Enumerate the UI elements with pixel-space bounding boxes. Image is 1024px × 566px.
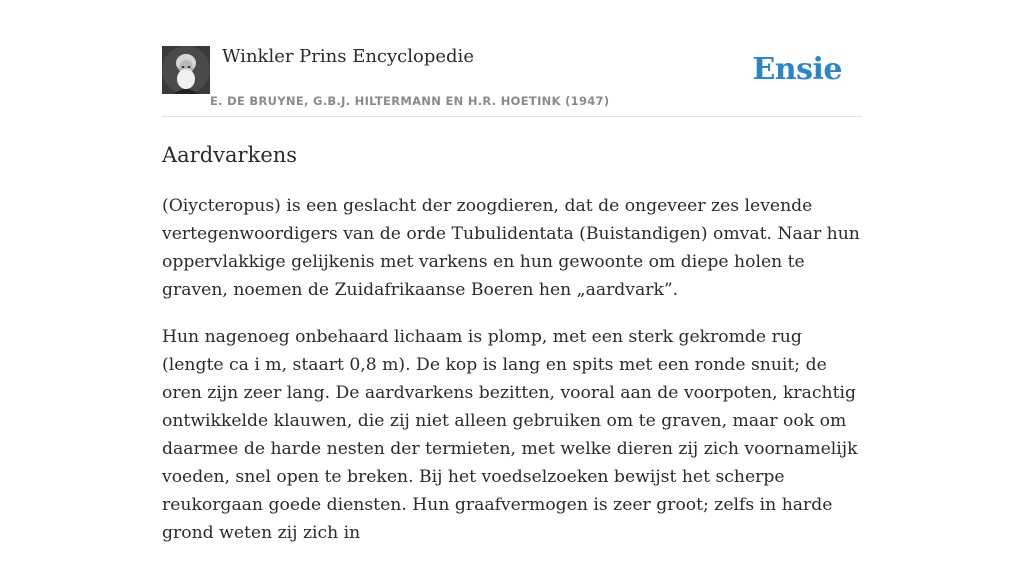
author-portrait-icon: [162, 46, 210, 94]
brand-logo-link[interactable]: Ensie: [752, 52, 842, 87]
author-avatar: [162, 46, 210, 94]
article-paragraph: Hun nagenoeg onbehaard lichaam is plomp, met een sterk gekromde rug (lengte ca i m, staart 0,8 m). De kop is lang en spits met een ronde snuit; de oren zijn zeer lang. De aardvarkens bezitten, vooral aan de voorpoten, krachtig ontwikkelde klauwen, die zij niet alleen gebruiken om te graven, maar ook om daarmee de harde nesten der termieten, met welke dieren zij zich voornamelijk voeden, snel open te breken. Bij het voedselzoeken bewijst het scherpe reukorgaan goede diensten. Hun graafvermogen is zeer groot; zelfs in harde grond weten zij zich in: [162, 327, 858, 543]
authors-line: E. DE BRUYNE, G.B.J. HILTERMANN EN H.R. HOETINK (1947): [210, 94, 610, 108]
article-title: Aardvarkens: [162, 143, 298, 167]
article-paragraph: (Oiycteropus) is een geslacht der zoogdieren, dat de ongeveer zes levende vertegenwoordigers van de orde Tubulidentata (Buistandigen) omvat. Naar hun oppervlakkige gelijkenis met varkens en hun gewoonte om diepe holen te graven, noemen de Zuidafrikaanse Boeren hen „aardvark”.: [162, 196, 860, 300]
article: [162, 140, 862, 566]
work-title[interactable]: Winkler Prins Encyclopedie: [222, 46, 474, 67]
header: [162, 44, 862, 117]
